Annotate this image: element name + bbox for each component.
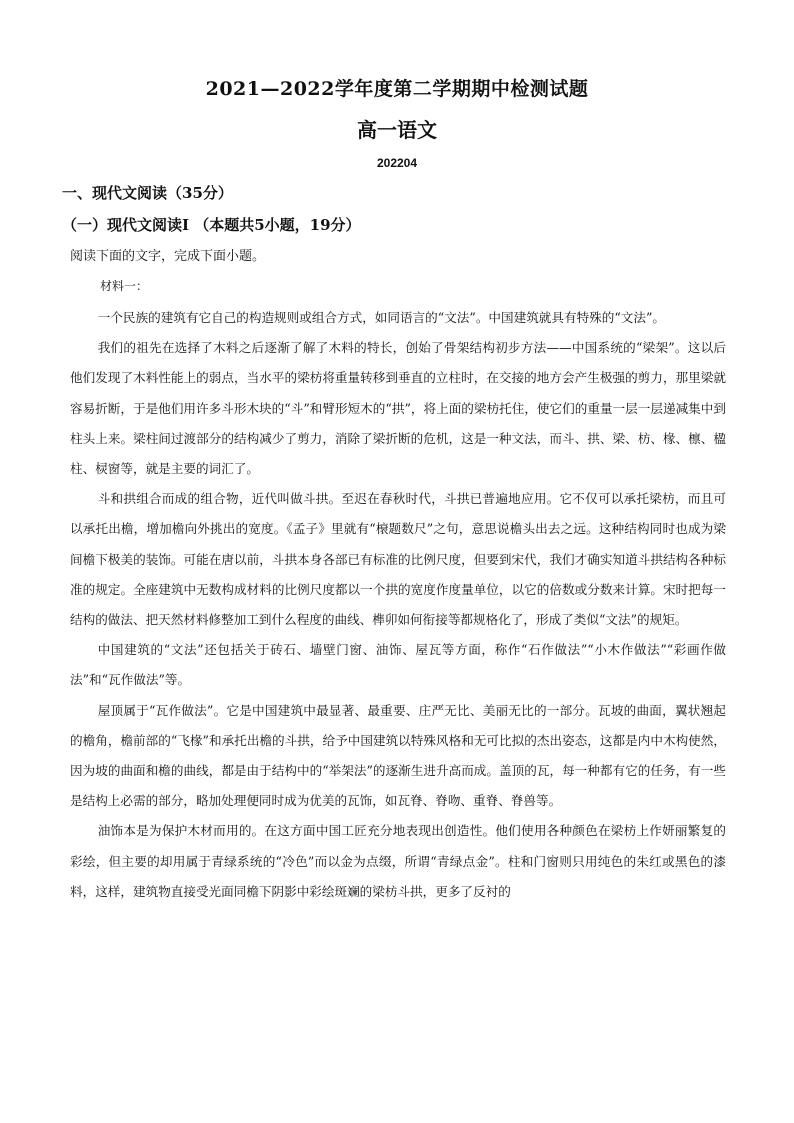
paragraph: 一个民族的建筑有它自己的构造规则或组合方式，如同语言的“文法”。中国建筑就具有特殊的“文法”。 [97,310,666,325]
exam-subtitle: 高一语文 [357,118,437,142]
paragraph: 我们的祖先在选择了木料之后逐渐了解了木料的特长，创始了骨架结构初步方法——中国系统的“梁架”。这以后他们发现了木料性能上的弱点，当水平的梁枋将重量转移到垂直的立柱时，在交接的地方会产生极强的剪力，那里梁就容易折断，于是他们用许多斗形木块的“斗”和臂形短木的“拱”，将上面的梁枋托住，使它们的重量一层一层递减集中到柱头上来。梁柱间过渡部分的结构减少了剪力，消除了梁折断的危机，这是一种文法，而斗、拱、梁、枋、椽、檩、楹柱、棂窗等，就是主要的词汇了。 [70,340,726,477]
passage-body [70,303,726,907]
exam-date: 202204 [376,156,418,170]
instruction-text: 阅读下面的文字，完成下面小题。 [70,249,266,264]
paragraph: 中国建筑的“文法”还包括关于砖石、墙壁门窗、油饰、屋瓦等方面，称作“石作做法”“小木作做法”“彩画作做法”和“瓦作做法”等。 [70,642,726,688]
section-heading: 一、现代文阅读（35分） [62,184,233,202]
paragraph: 斗和拱组合而成的组合物，近代叫做斗拱。至迟在春秋时代，斗拱已普遍地应用。它不仅可以承托梁枋，而且可以承托出檐，增加檐向外挑出的宽度。《孟子》里就有“榱题数尺”之句，意思说檐头出去之远。这种结构同时也成为梁间檐下极美的装饰。可能在唐以前，斗拱本身各部已有标准的比例尺度，但要到宋代，我们才确实知道斗拱结构各种标准的规定。全座建筑中无数构成材料的比例尺度都以一个拱的宽度作度量单位，以它的倍数或分数来计算。宋时把每一结构的做法、把天然材料修整加工到什么程度的曲线、榫卯如何衔接等都规格化了，形成了类似“文法”的规矩。 [70,491,726,628]
paragraph: 油饰本是为保护木材而用的。在这方面中国工匠充分地表现出创造性。他们使用各种颜色在梁枋上作妍丽繁复的彩绘，但主要的却用属于青绿系统的“冷色”而以金为点缀，所谓“青绿点金”。柱和门窗则只用纯色的朱红或黑色的漆料，这样，建筑物直接受光面同檐下阴影中彩绘斑斓的梁枋斗拱，更多了反衬的 [70,823,726,899]
exam-title: 2021—2022学年度第二学期期中检测试题 [205,78,589,100]
paragraph: 屋顶属于“瓦作做法”。它是中国建筑中最显著、最重要、庄严无比、美丽无比的一部分。瓦坡的曲面，翼状翘起的檐角，檐前部的“飞椽”和承托出檐的斗拱，给予中国建筑以特殊风格和无可比拟的杰出姿态，这都是内中木构使然，因为坡的曲面和檐的曲线，都是由于结构中的“举架法”的逐渐生进升高而成。盖顶的瓦，每一种都有它的任务，有一些是结构上必需的部分，略加处理便同时成为优美的瓦饰，如瓦脊、脊吻、重脊、脊兽等。 [70,702,726,809]
subsection-heading: （一）现代文阅读Ⅰ （本题共5小题，19分） [62,216,361,234]
material-label: 材料一： [100,279,149,293]
